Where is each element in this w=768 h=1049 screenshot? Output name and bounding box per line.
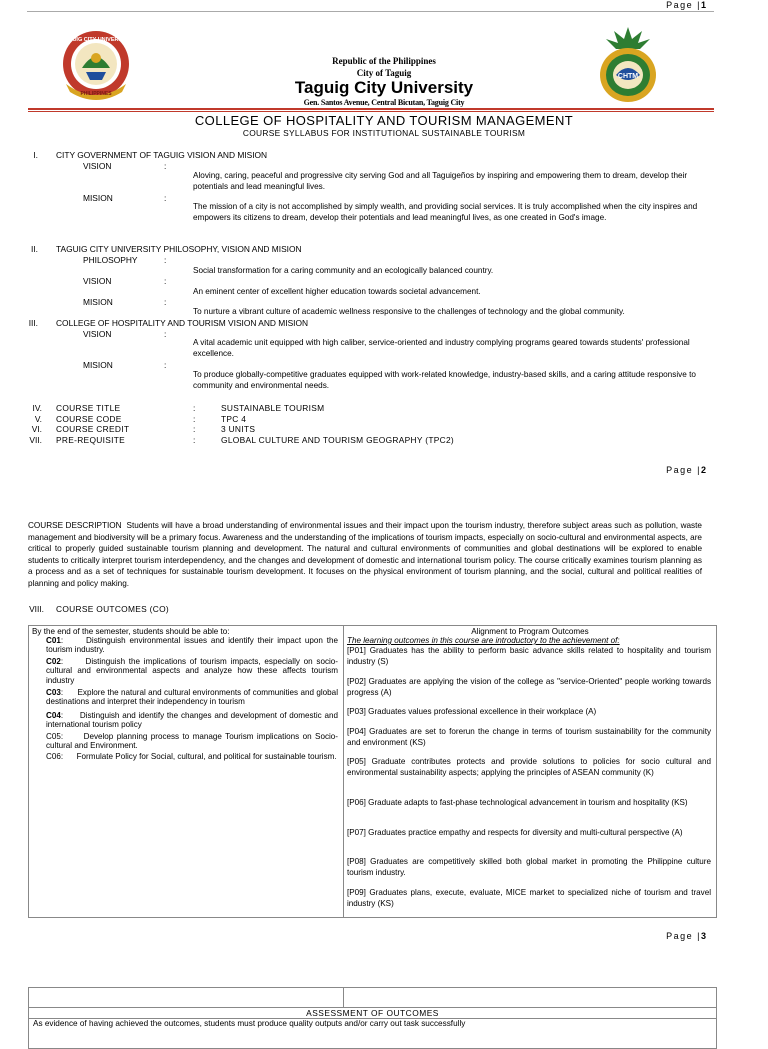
colon: : bbox=[193, 424, 196, 434]
table-divider bbox=[343, 626, 344, 917]
alignment-heading: Alignment to Program Outcomes bbox=[471, 627, 589, 636]
section-1-heading: CITY GOVERNMENT OF TAGUIG VISION AND MISION bbox=[56, 150, 268, 160]
section-2-vision-text: An eminent center of excellent higher education towards societal advancement. bbox=[193, 287, 481, 296]
course-code-label: COURSE CODE bbox=[56, 414, 122, 424]
section-2-mision-text: To nurture a vibrant culture of academic wellness responsive to the challenges of technology and the global community. bbox=[193, 307, 625, 316]
course-info-number: VII. bbox=[29, 435, 42, 445]
course-description bbox=[28, 520, 702, 590]
program-outcome-p01: [P01] Graduates has the ability to perform basic advance skills related to hospitality and tourism industry (S) bbox=[347, 646, 711, 666]
section-1-mision-label: MISION bbox=[83, 193, 113, 203]
section-2-philosophy-label: PHILOSOPHY bbox=[83, 255, 138, 265]
course-outcomes-heading: COURSE OUTCOMES (CO) bbox=[56, 604, 170, 614]
section-2-heading: TAGUIG CITY UNIVERSITY PHILOSOPHY, VISION AND MISION bbox=[56, 244, 302, 254]
colon: : bbox=[164, 276, 167, 286]
section-8-number: VIII. bbox=[29, 604, 44, 614]
course-info-number: IV. bbox=[32, 403, 42, 413]
course-outcome-c05: C05: Develop planning process to manage Tourism implications on Socio-cultural and Environment. bbox=[46, 732, 338, 751]
alignment-subheading: The learning outcomes in this course are introductory to the achievement of: bbox=[347, 636, 620, 645]
college-title: COLLEGE OF HOSPITALITY AND TOURISM MANAGEMENT bbox=[194, 113, 574, 128]
svg-text:TAGUIG CITY UNIVERSITY: TAGUIG CITY UNIVERSITY bbox=[61, 37, 131, 43]
course-outcomes-table bbox=[28, 625, 717, 918]
course-title-value: SUSTAINABLE TOURISM bbox=[221, 403, 325, 413]
assessment-text: As evidence of having achieved the outcomes, students must produce quality outputs and/or carry out task successfully bbox=[33, 1019, 466, 1028]
page-number-1: Page |1 bbox=[666, 0, 706, 10]
course-outcome-c03: C03: Explore the natural and cultural environments of communities and global destinations and interpret their independency in tourism bbox=[46, 688, 338, 707]
syllabus-title: COURSE SYLLABUS FOR INSTITUTIONAL SUSTAINABLE TOURISM bbox=[242, 128, 526, 138]
university-address: Gen. Santos Avenue, Central Bicutan, Taguig City bbox=[303, 98, 465, 107]
section-3-vision-text: A vital academic unit equipped with high caliber, service-oriented and industry complying programs geared towards students' professional excellence. bbox=[193, 338, 690, 358]
section-3-number: III. bbox=[28, 318, 38, 328]
colon: : bbox=[193, 414, 196, 424]
course-outcome-c01: C01: Distinguish environmental issues and identify their impact upon the tourism industry. bbox=[46, 636, 338, 655]
page-number-2: Page |2 bbox=[666, 465, 706, 475]
section-2-number: II. bbox=[31, 244, 38, 254]
outcomes-intro: By the end of the semester, students should be able to: bbox=[32, 627, 230, 636]
section-3-mision-label: MISION bbox=[83, 360, 113, 370]
section-2-mision-label: MISION bbox=[83, 297, 113, 307]
program-outcome-p03: [P03] Graduates values professional excellence in their workplace (A) bbox=[347, 707, 597, 716]
city-label: City of Taguig bbox=[356, 68, 412, 78]
assessment-table bbox=[28, 987, 717, 1049]
section-2-vision-label: VISION bbox=[83, 276, 112, 286]
section-1-mision-text: The mission of a city is not accomplished by simply wealth, and providing social services. It is truly accomplished when the city inspires and empowers its citizens to dream, develop their potentials and lead meaningful lives, as one created in God's image. bbox=[193, 202, 698, 222]
svg-text:CHTM: CHTM bbox=[617, 73, 639, 80]
program-outcome-p09: [P09] Graduates plans, execute, evaluate, MICE market to specialized niche of tourism and travel industry (KS) bbox=[347, 888, 711, 908]
section-3-mision-text: To produce globally-competitive graduates equipped with work-related knowledge, industry-based skills, and a caring attitude responsive to community and environmental needs. bbox=[193, 370, 696, 390]
page-number-3: Page |3 bbox=[666, 931, 706, 941]
course-info-number: VI. bbox=[31, 424, 42, 434]
header-red-rule bbox=[28, 108, 714, 110]
colon: : bbox=[164, 193, 167, 203]
colon: : bbox=[164, 297, 167, 307]
assessment-heading: ASSESSMENT OF OUTCOMES bbox=[306, 1008, 439, 1018]
course-outcome-c02: C02: Distinguish the implications of tourism impacts, especially on socio-cultural and environmental aspects and analyze how these affects tourism industry bbox=[46, 657, 338, 685]
program-outcome-p05: [P05] Graduate contributes protects and provide solutions to policies for socio cultural and environmental sustainability aspects; applying the principles of ASEAN community (K) bbox=[347, 757, 711, 777]
section-3-vision-label: VISION bbox=[83, 329, 112, 339]
prerequisite-label: PRE-REQUISITE bbox=[56, 435, 126, 445]
course-credit-value: 3 UNITS bbox=[221, 424, 256, 434]
colon: : bbox=[164, 329, 167, 339]
prerequisite-value: GLOBAL CULTURE AND TOURISM GEOGRAPHY (TPC2) bbox=[221, 435, 455, 445]
section-2-philosophy-text: Social transformation for a caring community and an ecologically balanced country. bbox=[193, 266, 494, 275]
program-outcome-p08: [P08] Graduates are competitively skilled both global market in promoting the Philippine culture tourism industry. bbox=[347, 857, 711, 877]
university-name: Taguig City University bbox=[294, 78, 474, 97]
colon: : bbox=[164, 360, 167, 370]
colon: : bbox=[164, 255, 167, 265]
course-info-number: V. bbox=[34, 414, 42, 424]
section-1-number: I. bbox=[33, 150, 38, 160]
course-description-label: COURSE DESCRIPTION bbox=[28, 521, 122, 530]
page-top-rule bbox=[27, 11, 714, 12]
table-divider bbox=[343, 988, 344, 1007]
course-code-value: TPC 4 bbox=[221, 414, 247, 424]
course-outcome-c06: C06: Formulate Policy for Social, cultural, and political for sustainable tourism. bbox=[46, 752, 337, 761]
course-title-label: COURSE TITLE bbox=[56, 403, 121, 413]
program-outcome-p04: [P04] Graduates are set to forerun the change in terms of tourism sustainability for the community and environment (KS) bbox=[347, 727, 711, 747]
section-1-vision-label: VISION bbox=[83, 161, 112, 171]
header-red-rule-thin bbox=[28, 111, 714, 112]
colon: : bbox=[193, 403, 196, 413]
svg-text:PHILIPPINES: PHILIPPINES bbox=[80, 91, 112, 97]
program-outcome-p07: [P07] Graduates practice empathy and respects for diversity and multi-cultural perspective (A) bbox=[347, 828, 683, 837]
section-3-heading: COLLEGE OF HOSPITALITY AND TOURISM VISION AND MISION bbox=[56, 318, 309, 328]
section-1-vision-text: Aloving, caring, peaceful and progressive city serving God and all Taguigeños by inspiring and empowering them to dream, develop their potentials and lead meaningful lives. bbox=[193, 171, 688, 191]
course-outcome-c04: C04: Distinguish and identify the changes and development of domestic and international tourism policy bbox=[46, 711, 338, 730]
colon: : bbox=[193, 435, 196, 445]
republic-label: Republic of the Philippines bbox=[332, 56, 436, 66]
course-description-text: Students will have a broad understanding of environmental issues and their impact upon the tourism industry, therefore subject areas such as pollution, waste management and biodiversity will be a primary focus. Awareness and the understanding of the implications of tourism impacts, especially on socio-cultural and environmental aspects, are critical to properly guided sustainable tourism planning and development. The natural and cultural environments of communities and global destinations will be explored to enable students to critically interpret tourism interdependency, and the changes and development of domestic and international tourism policy. The course critically examines tourism planning as a process and as a set of techniques for sustainable tourism development. It focuses on the physical environment of tourism planning, and the social, cultural and political realities of planning and policy making. bbox=[28, 521, 702, 588]
program-outcome-p06: [P06] Graduate adapts to fast-phase technological advancement in tourism and hospitality (KS) bbox=[347, 798, 688, 807]
course-credit-label: COURSE CREDIT bbox=[56, 424, 130, 434]
colon: : bbox=[164, 161, 167, 171]
program-outcome-p02: [P02] Graduates are applying the vision of the college as "service-Oriented" people working towards progress (A) bbox=[347, 677, 711, 697]
